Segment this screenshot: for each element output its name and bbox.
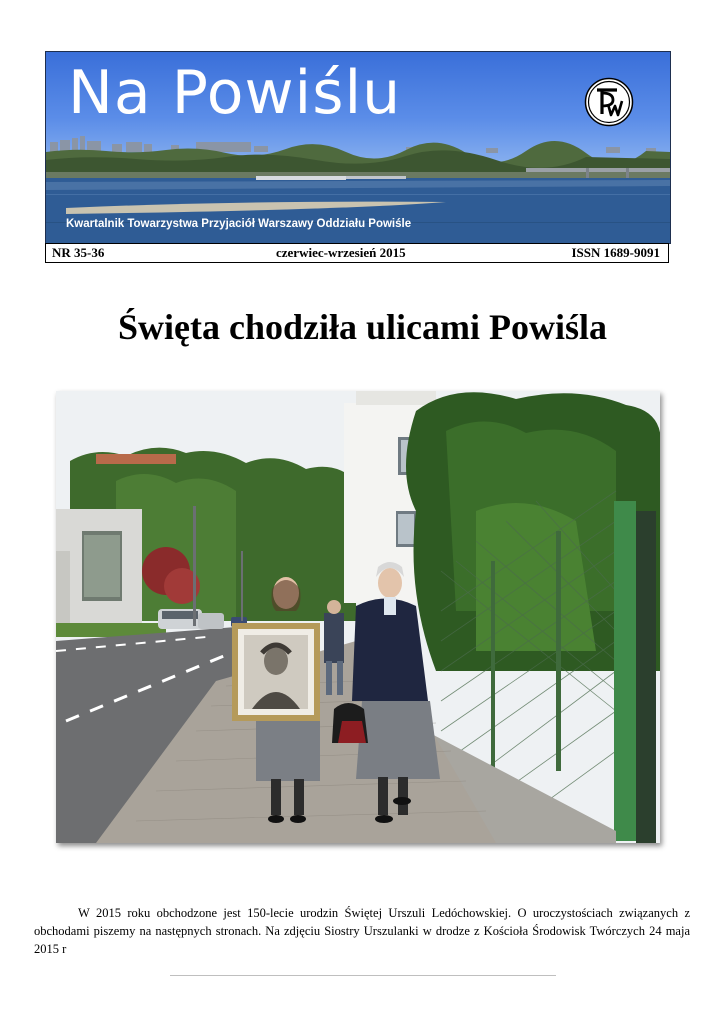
photo-caption (34, 904, 690, 958)
article-photo (56, 391, 660, 843)
masthead-subtitle: Kwartalnik Towarzystwa Przyjaciół Warszawy Oddziału Powiśle (66, 218, 412, 230)
article-headline: Święta chodziła ulicami Powiśla (118, 307, 607, 347)
tpw-logo-icon (584, 77, 634, 127)
nuns-walking-photo-illustration (56, 391, 660, 843)
issue-info-bar (45, 243, 669, 263)
footer-divider (170, 975, 556, 976)
caption-text: W 2015 roku obchodzone jest 150-lecie urodzin Świętej Urszuli Ledóchowskiej. O uroczystościach związanych z obchodami piszemy na następnych stronach. Na zdjęciu Siostry Urszulanki w drodze z Kościoła Środowisk Twórczych 24 maja 2015 r (34, 906, 690, 956)
issue-number: NR 35-36 (52, 245, 105, 260)
issn-number: ISSN 1689-9091 (571, 245, 660, 260)
issue-date: czerwiec-wrzesień 2015 (276, 245, 406, 260)
masthead-title: Na Powiślu (68, 58, 402, 128)
masthead-banner (45, 51, 671, 244)
